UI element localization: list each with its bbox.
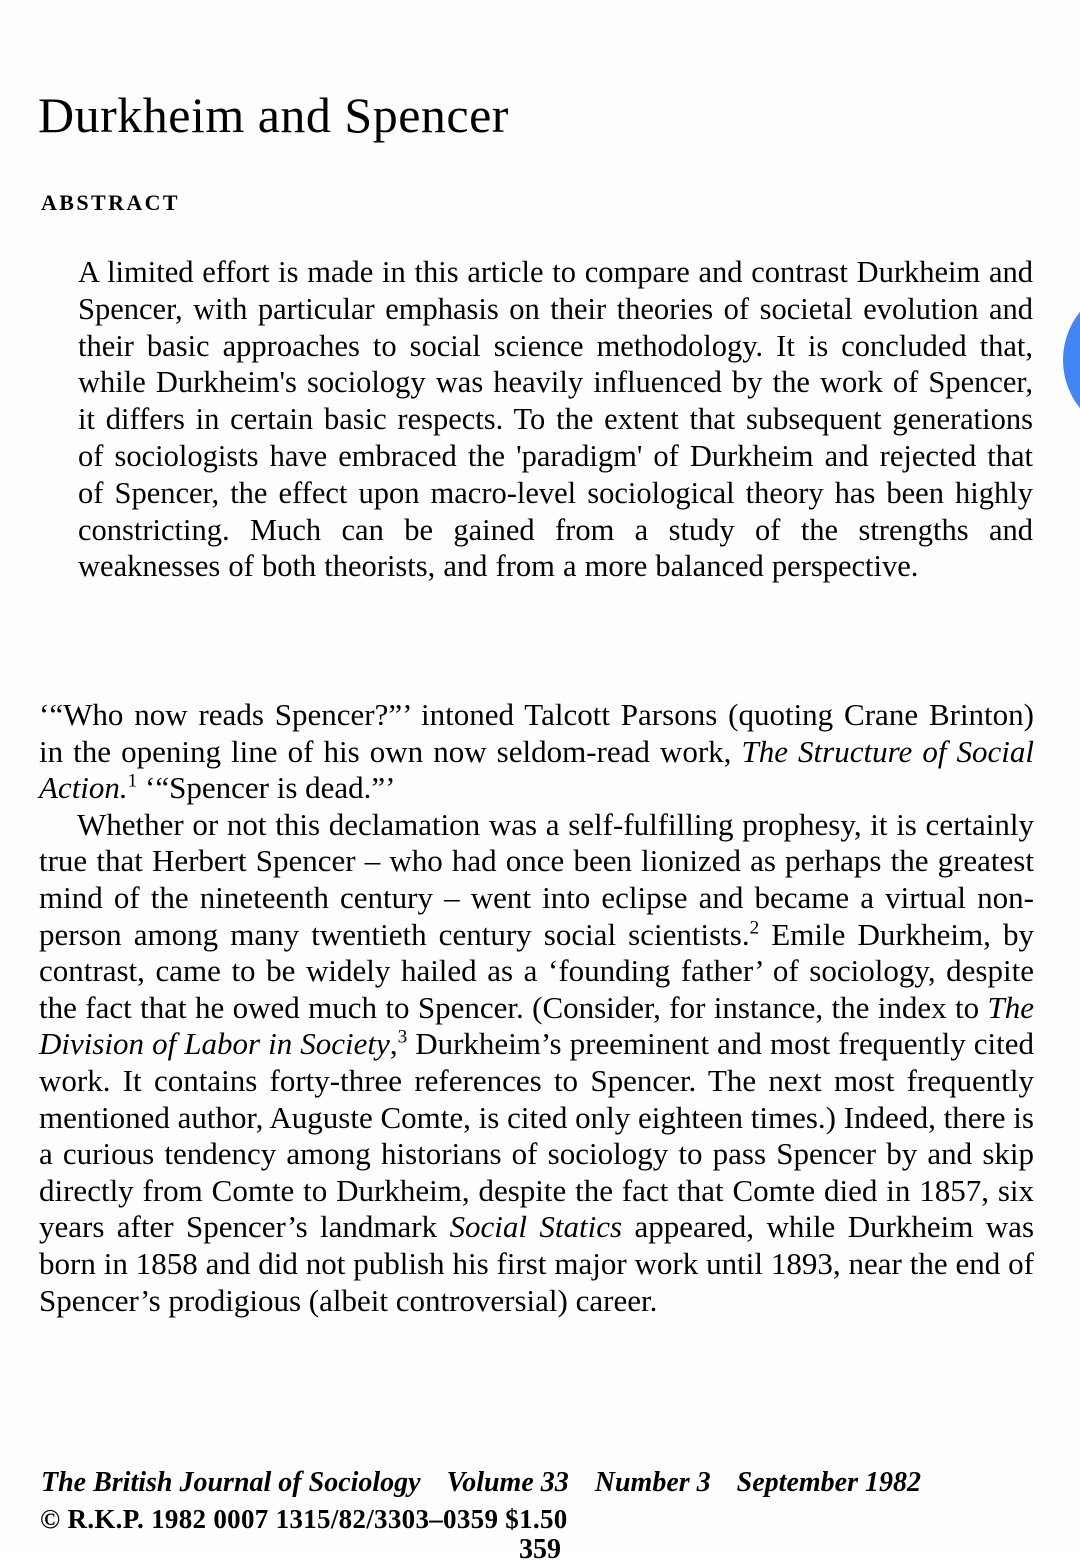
paragraph-2-part-1: Whether or not this declamation was a self-fulfilling prophesy, it is certainly true that Herbert Spencer – who had once been lionized as perhaps the greatest mind of the nineteenth century – went into eclipse and became a virtual non-person among many twentieth century social scientists. <box>39 806 1034 952</box>
abstract-body: A limited effort is made in this article to compare and contrast Durkheim and Spencer, with particular emphasis on their theories of societal evolution and their basic approaches to social science methodology. It is concluded that, while Durkheim's sociology was heavily influenced by the work of Spencer, it differs in certain basic respects. To the extent that subsequent generations of sociologists have embraced the 'paradigm' of Durkheim and rejected that of Spencer, the effect upon macro-level sociological theory has been highly constricting. Much can be gained from a study of the strengths and weaknesses of both theorists, and from a more balanced perspective. <box>78 255 1033 584</box>
body-paragraph-2 <box>39 807 1034 1319</box>
footnote-marker-3: 3 <box>397 1027 408 1049</box>
journal-volume: Volume 33 <box>446 1467 569 1498</box>
paragraph-2-italic-title-2: Social Statics <box>449 1209 623 1245</box>
paragraph-1-lead: ‘“Who now reads Spencer?”’ intoned Talcott Parsons (quoting Crane Brinton) in the opening line of his own now seldom-read work, <box>39 697 1034 769</box>
page-number: 359 <box>519 1534 561 1565</box>
paragraph-1-italic-title: The Structure of Social Action. <box>39 733 1034 806</box>
article-body <box>39 697 1034 1319</box>
scroll-indicator[interactable] <box>1063 283 1080 437</box>
copyright-line: © R.K.P. 1982 0007 1315/82/3303–0359 $1.50 <box>40 1504 568 1534</box>
page-title: Durkheim and Spencer <box>38 86 509 143</box>
journal-date: September 1982 <box>736 1467 921 1498</box>
paragraph-1-tail: ‘“Spencer is dead.”’ <box>137 770 396 806</box>
footnote-marker-2: 2 <box>749 917 760 939</box>
paragraph-2-part-2: Emile Durkheim, by contrast, came to be widely hailed as a ‘founding father’ of sociology, despite the fact that he owed much to Spencer. (Consider, for instance, the index to <box>39 916 1034 1025</box>
paragraph-2-part-5: appeared, while Durkheim was born in 1858 and did not publish his first major work until 1893, near the end of Spencer’s prodigious (albeit controversial) career. <box>39 1209 1035 1318</box>
journal-name: The British Journal of Sociology <box>41 1467 421 1498</box>
paragraph-2-italic-title: The Division of Labor in Society <box>39 989 1034 1062</box>
paragraph-2-part-4: Durkheim’s preeminent and most frequently cited work. It contains forty-three references to Spencer. The next most frequently mentioned author, Auguste Comte, is cited only eighteen times.) Indeed, there is a curious tendency among historians of sociology to pass Spencer by and skip directly from Comte to Durkheim, despite the fact that Comte died in 1857, six years after Spencer’s landmark <box>39 1026 1034 1245</box>
footnote-marker-1: 1 <box>127 770 138 792</box>
body-paragraph-1 <box>39 697 1034 807</box>
journal-citation-line <box>41 1466 921 1500</box>
journal-number: Number 3 <box>594 1467 711 1498</box>
paragraph-2-part-3: , <box>389 1026 398 1062</box>
abstract-heading: ABSTRACT <box>41 190 181 215</box>
